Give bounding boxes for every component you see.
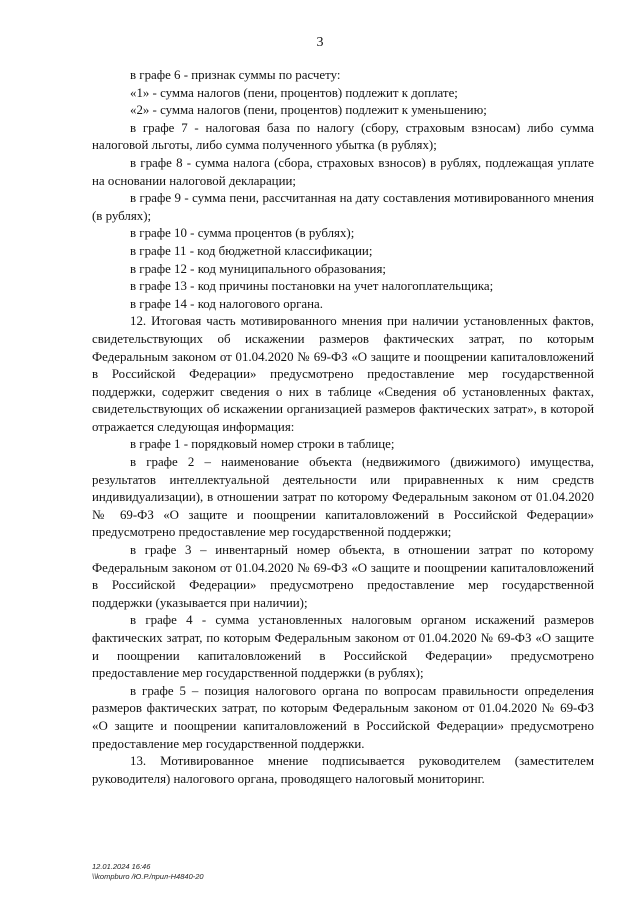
paragraph: «1» - сумма налогов (пени, процентов) подлежит к доплате;	[130, 85, 458, 100]
paragraph: в графе 12 - код муниципального образования;	[130, 261, 386, 276]
footer-date: 12.01.2024 16:46	[92, 862, 151, 871]
paragraph: «2» - сумма налогов (пени, процентов) подлежит к уменьшению;	[130, 103, 487, 118]
paragraph: в графе 4 - сумма установленных налоговым органом искажений размеров фактических затрат, по которым Федеральным законом от 01.04.2020 № 69-ФЗ «О защите и поощрении капиталовложений в Российской Федерации» предусмотрено предоставление мер государственной поддержки (в рублях);	[92, 613, 594, 681]
document-footer	[92, 862, 204, 882]
paragraph: 12. Итоговая часть мотивированного мнения при наличии установленных фактов, свидетельствующих об искажении размеров фактических затрат, по которым Федеральным законом от 01.04.2020 № 69-ФЗ «О защите и поощрении капиталовложений в Российской Федерации» предусмотрено предоставление мер государственной поддержки, содержит сведения о них в таблице «Сведения об установленных фактах, свидетельствующих об искажении организацией размеров фактических затрат», в которой отражается следующая информация:	[92, 314, 594, 434]
paragraph: в графе 10 - сумма процентов (в рублях);	[130, 226, 355, 241]
footer-file-path: \\kompburo /Ю.Р./прил-Н4840-20	[92, 872, 204, 881]
paragraph: в графе 9 - сумма пени, рассчитанная на дату составления мотивированного мнения (в рублях);	[92, 191, 594, 223]
page-number: 3	[316, 35, 324, 50]
paragraph: в графе 1 - порядковый номер строки в таблице;	[130, 437, 395, 452]
paragraph: в графе 11 - код бюджетной классификации;	[130, 243, 373, 258]
paragraph: в графе 5 – позиция налогового органа по вопросам правильности определения размеров фактических затрат, по которым Федеральным законом от 01.04.2020 № 69-ФЗ «О защите и поощрении капиталовложений в Российской Федерации» предусмотрено предоставление мер государственной поддержки.	[92, 683, 594, 751]
paragraph: в графе 6 - признак суммы по расчету:	[130, 68, 341, 82]
paragraph: в графе 14 - код налогового органа.	[130, 296, 323, 311]
paragraph: 13. Мотивированное мнение подписывается руководителем (заместителем руководителя) налогового органа, проводящего налоговый мониторинг.	[92, 754, 594, 786]
paragraph: в графе 3 – инвентарный номер объекта, в отношении затрат по которому Федеральным законом от 01.04.2020 № 69-ФЗ «О защите и поощрении капиталовложений в Российской Федерации» предусмотрено предоставление мер государственной поддержки (указывается при наличии);	[92, 543, 594, 610]
paragraph: в графе 7 - налоговая база по налогу (сбору, страховым взносам) либо сумма налоговой льготы, либо сумма полученного убытка (в рублях);	[92, 120, 594, 153]
paragraph: в графе 13 - код причины постановки на учет налогоплательщика;	[130, 279, 494, 294]
document-body	[92, 67, 594, 788]
paragraph: в графе 2 – наименование объекта (недвижимого (движимого) имущества, результатов интеллектуальной деятельности или приравненных к ним средств индивидуализации), в отношении затрат по которому Федеральным законом от 01.04.2020 № 69-ФЗ «О защите и поощрении капиталовложений в Российской Федерации» предусмотрено предоставление мер государственной поддержки;	[92, 455, 594, 540]
paragraph: в графе 8 - сумма налога (сбора, страховых взносов) в рублях, подлежащая уплате на основании налоговой декларации;	[92, 155, 594, 188]
